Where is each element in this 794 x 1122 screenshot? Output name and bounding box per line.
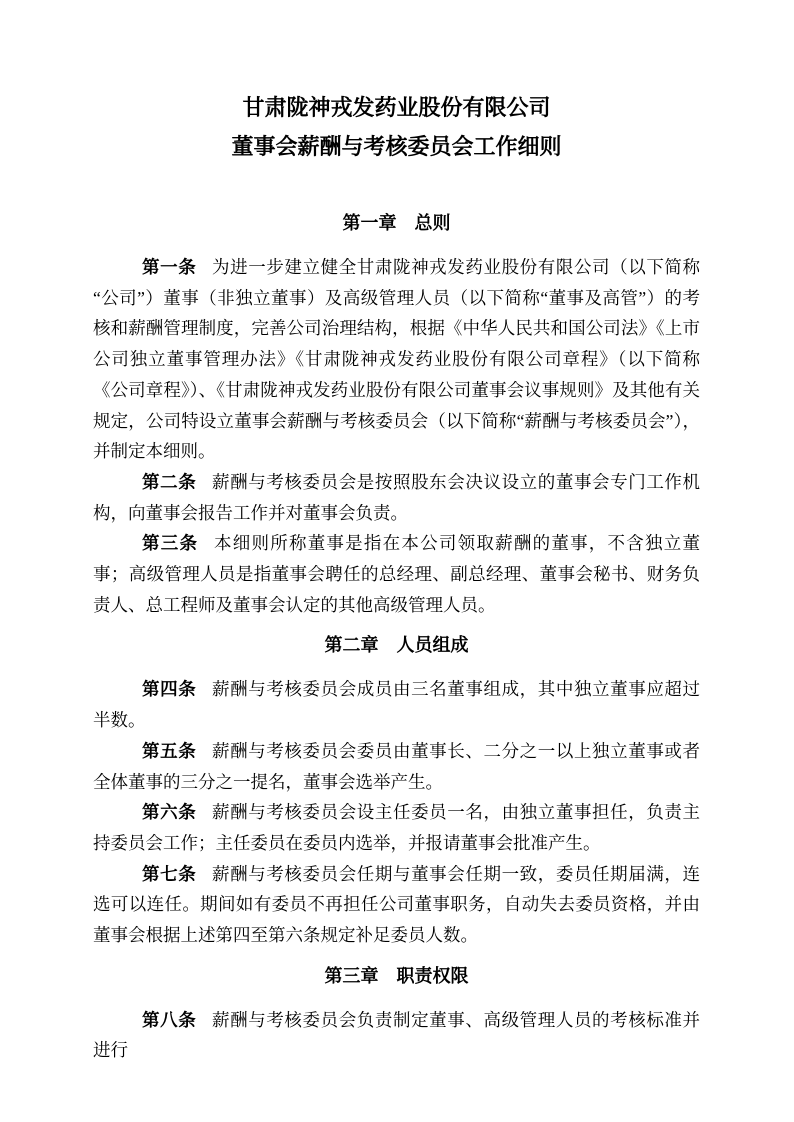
article-3-label: 第三条 bbox=[142, 533, 199, 554]
article-2-text: 薪酬与考核委员会是按照股东会决议设立的董事会专门工作机构，向董事会报告工作并对董事会负责。 bbox=[93, 471, 701, 523]
chapter-heading-duties: 第三章 职责权限 bbox=[324, 965, 469, 986]
chapter-heading-general: 第一章 总则 bbox=[342, 213, 451, 233]
article-4-label: 第四条 bbox=[142, 679, 197, 700]
article-7 bbox=[93, 859, 700, 951]
article-2-label: 第二条 bbox=[142, 471, 197, 492]
article-3-text: 本细则所称董事是指在本公司领取薪酬的董事，不含独立董事；高级管理人员是指董事会聘任的总经理、副总经理、董事会秘书、财务负责人、总工程师及董事会认定的其他高级管理人员。 bbox=[93, 533, 701, 615]
article-2 bbox=[93, 467, 700, 528]
article-7-text: 薪酬与考核委员会任期与董事会任期一致，委员任期届满，连选可以连任。期间如有委员不再担任公司董事职务，自动失去委员资格，并由董事会根据上述第四至第六条规定补足委员人数。 bbox=[93, 863, 701, 946]
article-8 bbox=[93, 1005, 700, 1066]
article-1 bbox=[93, 252, 700, 467]
article-4-text: 薪酬与考核委员会成员由三名董事组成，其中独立董事应超过半数。 bbox=[93, 679, 701, 731]
document-subtitle-line: 董事会薪酬与考核委员会工作细则 bbox=[231, 134, 562, 159]
document-title bbox=[93, 88, 700, 166]
chapter-heading-members: 第二章 人员组成 bbox=[324, 635, 469, 656]
article-5 bbox=[93, 736, 700, 797]
article-1-text: 为进一步建立健全甘肃陇神戎发药业股份有限公司（以下简称“公司”）董事（非独立董事）及高级管理人员（以下简称“董事及高管”）的考核和薪酬管理制度，完善公司治理结构，根据《中华人民共和国公司法》《上市公司独立董事管理办法》《甘肃陇神戎发药业股份有限公司章程》（以下简称《公司章程》）、《甘肃陇神戎发药业股份有限公司董事会议事规则》及其他有关规定，公司特设立董事会薪酬与考核委员会（以下简称“薪酬与考核委员会”），并制定本细则。 bbox=[93, 257, 701, 462]
article-6-label: 第六条 bbox=[142, 802, 197, 823]
article-6 bbox=[93, 797, 700, 858]
article-8-label: 第八条 bbox=[142, 1009, 197, 1030]
article-6-text: 薪酬与考核委员会设主任委员一名，由独立董事担任，负责主持委员会工作；主任委员在委员内选举，并报请董事会批准产生。 bbox=[93, 802, 701, 853]
article-3 bbox=[93, 528, 700, 620]
article-4 bbox=[93, 674, 700, 735]
article-1-label: 第一条 bbox=[142, 257, 197, 277]
article-5-label: 第五条 bbox=[142, 740, 197, 761]
company-name-title-line: 甘肃陇神戎发药业股份有限公司 bbox=[242, 95, 551, 120]
article-5-text: 薪酬与考核委员会委员由董事长、二分之一以上独立董事或者全体董事的三分之一提名，董事会选举产生。 bbox=[93, 740, 701, 792]
article-8-text: 薪酬与考核委员会负责制定董事、高级管理人员的考核标准并进行 bbox=[93, 1009, 701, 1061]
article-7-label: 第七条 bbox=[142, 863, 197, 884]
